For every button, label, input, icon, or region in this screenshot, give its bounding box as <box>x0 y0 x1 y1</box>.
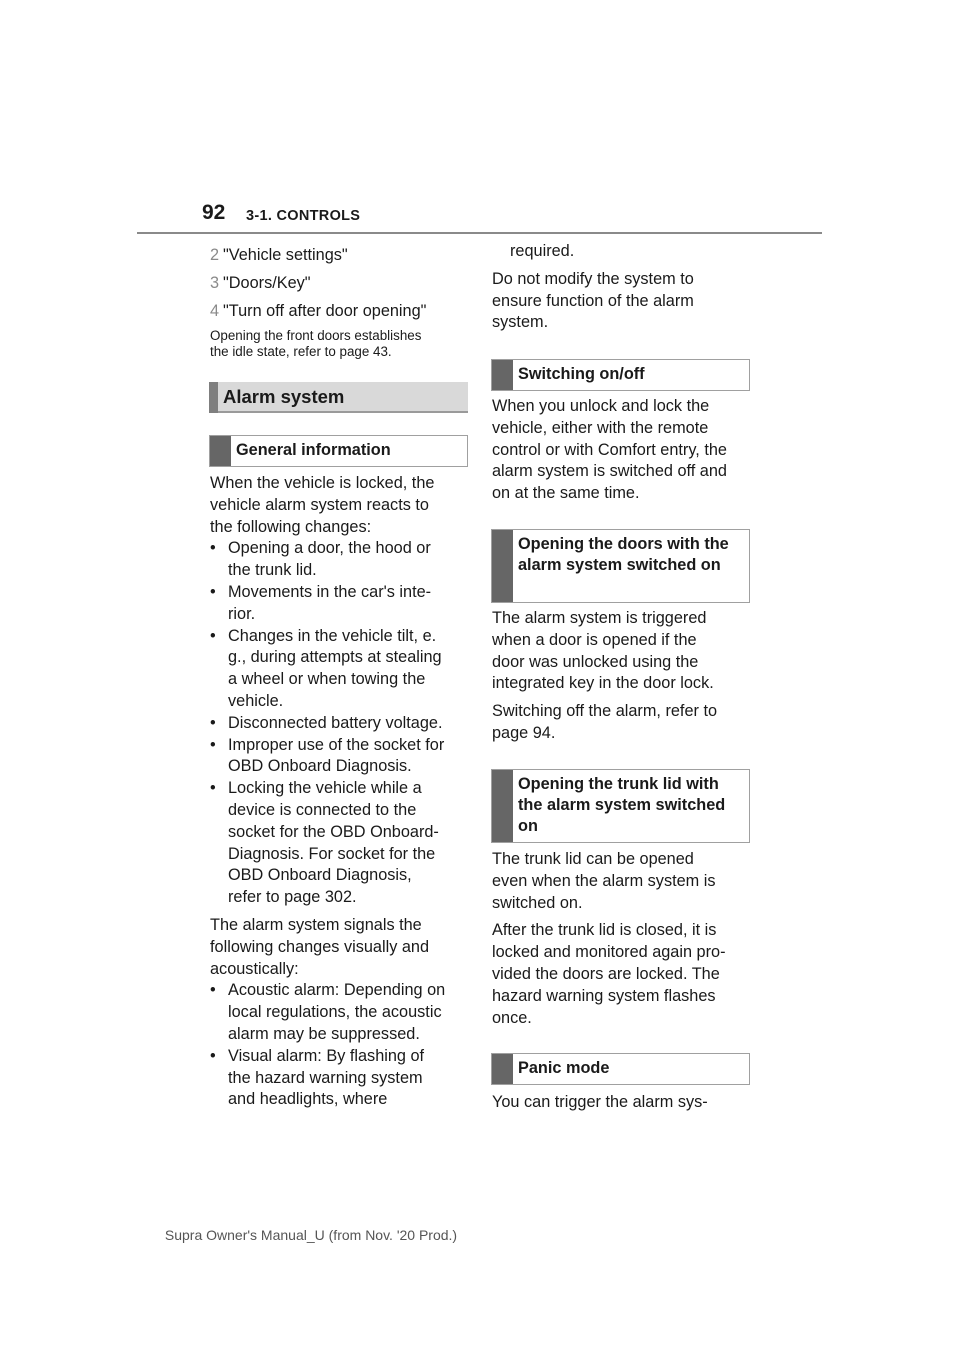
text-line: locked and monitored again pro- <box>492 943 726 962</box>
text-line: integrated key in the door lock. <box>492 674 714 693</box>
text-line: The alarm system signals the <box>210 915 422 934</box>
subheading-text: Panic mode <box>518 1059 610 1077</box>
text-line: alarm may be suppressed. <box>228 1024 420 1043</box>
text-line: • Improper use of the socket for <box>228 735 445 754</box>
text-line: OBD Onboard Diagnosis. <box>228 757 412 776</box>
subheading-text: Opening the doors with the alarm system switched on <box>518 535 729 574</box>
note-line: Opening the front doors establishes <box>210 328 422 343</box>
text-line: ensure function of the alarm <box>492 291 694 310</box>
text-line: on at the same time. <box>492 484 640 503</box>
footer-text: Supra Owner's Manual_U (from Nov. '20 Prod.) <box>164 1227 458 1243</box>
text-line: the trunk lid. <box>228 561 317 580</box>
steps-list <box>210 241 472 325</box>
page-number: 92 <box>202 201 226 224</box>
text-line: socket for the OBD Onboard- <box>228 822 439 841</box>
text-line: • Movements in the car's inte- <box>228 582 432 601</box>
text-line: refer to page 302. <box>228 888 357 907</box>
text-line: page 94. <box>492 723 556 742</box>
text-line: and headlights, where <box>228 1090 388 1109</box>
step-number: 2 <box>210 246 220 264</box>
subheading-text: General information <box>236 441 391 459</box>
panic-mode-body <box>492 1092 754 1114</box>
text-line: following changes visually and <box>210 937 430 956</box>
text-line: Do not modify the system to <box>492 269 694 288</box>
step-number: 3 <box>210 274 220 292</box>
list-item <box>210 735 472 779</box>
subheading-opening-doors <box>491 529 750 603</box>
text-line: even when the alarm system is <box>492 871 716 890</box>
text-line: the hazard warning system <box>228 1068 423 1087</box>
text-line: vehicle alarm system reacts to <box>210 495 429 514</box>
idle-note <box>210 328 472 360</box>
subheading-switching <box>491 359 750 391</box>
opening-trunk-body <box>492 849 754 1029</box>
heading-text: Alarm system <box>223 386 345 407</box>
text-line: • Visual alarm: By flashing of <box>228 1046 425 1065</box>
text-line: The alarm system is triggered <box>492 609 707 627</box>
text-line: system. <box>492 313 549 332</box>
text-line: once. <box>492 1008 532 1027</box>
subheading-panic-mode <box>491 1053 750 1085</box>
text-line: After the trunk lid is closed, it is <box>492 921 717 940</box>
heading-alarm-system <box>209 382 468 413</box>
text-line: You can trigger the alarm sys- <box>492 1093 708 1111</box>
text-line: a wheel or when towing the <box>228 670 426 689</box>
text-line: g., during attempts at stealing <box>228 648 442 667</box>
text-line: device is connected to the <box>228 800 417 819</box>
text-line: OBD Onboard Diagnosis, <box>228 866 412 885</box>
list-item <box>210 713 472 735</box>
step-text: "Doors/Key" <box>223 274 311 292</box>
text-line: • Opening a door, the hood or <box>228 539 431 558</box>
list-item <box>210 778 472 909</box>
text-line: when a door is opened if the <box>492 630 697 649</box>
switching-body <box>492 396 754 505</box>
text-line: acoustically: <box>210 959 299 978</box>
text-line: vehicle. <box>228 691 284 710</box>
step-text: "Vehicle settings" <box>223 246 348 264</box>
subheading-text: Switching on/off <box>518 365 645 383</box>
text-line: The trunk lid can be opened <box>492 850 694 868</box>
list-item <box>210 626 472 713</box>
text-line: Diagnosis. For socket for the <box>228 844 436 863</box>
text-line: When you unlock and lock the <box>492 397 710 415</box>
step-text: "Turn off after door opening" <box>223 302 427 320</box>
text-line: • Acoustic alarm: Depending on <box>228 981 446 1000</box>
text-line: door was unlocked using the <box>492 652 699 671</box>
step-number: 4 <box>210 302 220 320</box>
list-item <box>210 582 472 626</box>
text-line: • Disconnected battery voltage. <box>228 713 443 732</box>
text-line: alarm system is switched off and <box>492 462 727 481</box>
text-line: hazard warning system flashes <box>492 986 716 1005</box>
opening-doors-body <box>492 608 754 745</box>
list-item <box>210 980 472 1045</box>
header-rule <box>137 232 822 234</box>
text-line: vided the doors are locked. The <box>492 964 720 983</box>
list-item <box>210 538 472 582</box>
text-line: • Changes in the vehicle tilt, e. <box>228 626 437 645</box>
text-line: the following changes: <box>210 517 372 536</box>
text-line: When the vehicle is locked, the <box>210 474 435 492</box>
text-line: vehicle, either with the remote <box>492 418 709 437</box>
text-line: control or with Comfort entry, the <box>492 440 727 459</box>
subheading-general-information <box>209 435 468 467</box>
text-line: local regulations, the acoustic <box>228 1003 442 1022</box>
subheading-opening-trunk <box>491 769 750 843</box>
text-line: Switching off the alarm, refer to <box>492 702 718 721</box>
text-line: switched on. <box>492 893 583 912</box>
subheading-text: Opening the trunk lid with the alarm system switched on <box>518 775 726 835</box>
list-item <box>210 1046 472 1111</box>
text-line: rior. <box>228 604 256 623</box>
continued-text <box>492 241 754 334</box>
section-title: 3-1. CONTROLS <box>246 208 361 224</box>
text-line: • Locking the vehicle while a <box>228 779 422 798</box>
note-line: the idle state, refer to page 43. <box>210 344 392 359</box>
general-information-body <box>210 473 472 1111</box>
text-line: required. <box>510 242 575 260</box>
